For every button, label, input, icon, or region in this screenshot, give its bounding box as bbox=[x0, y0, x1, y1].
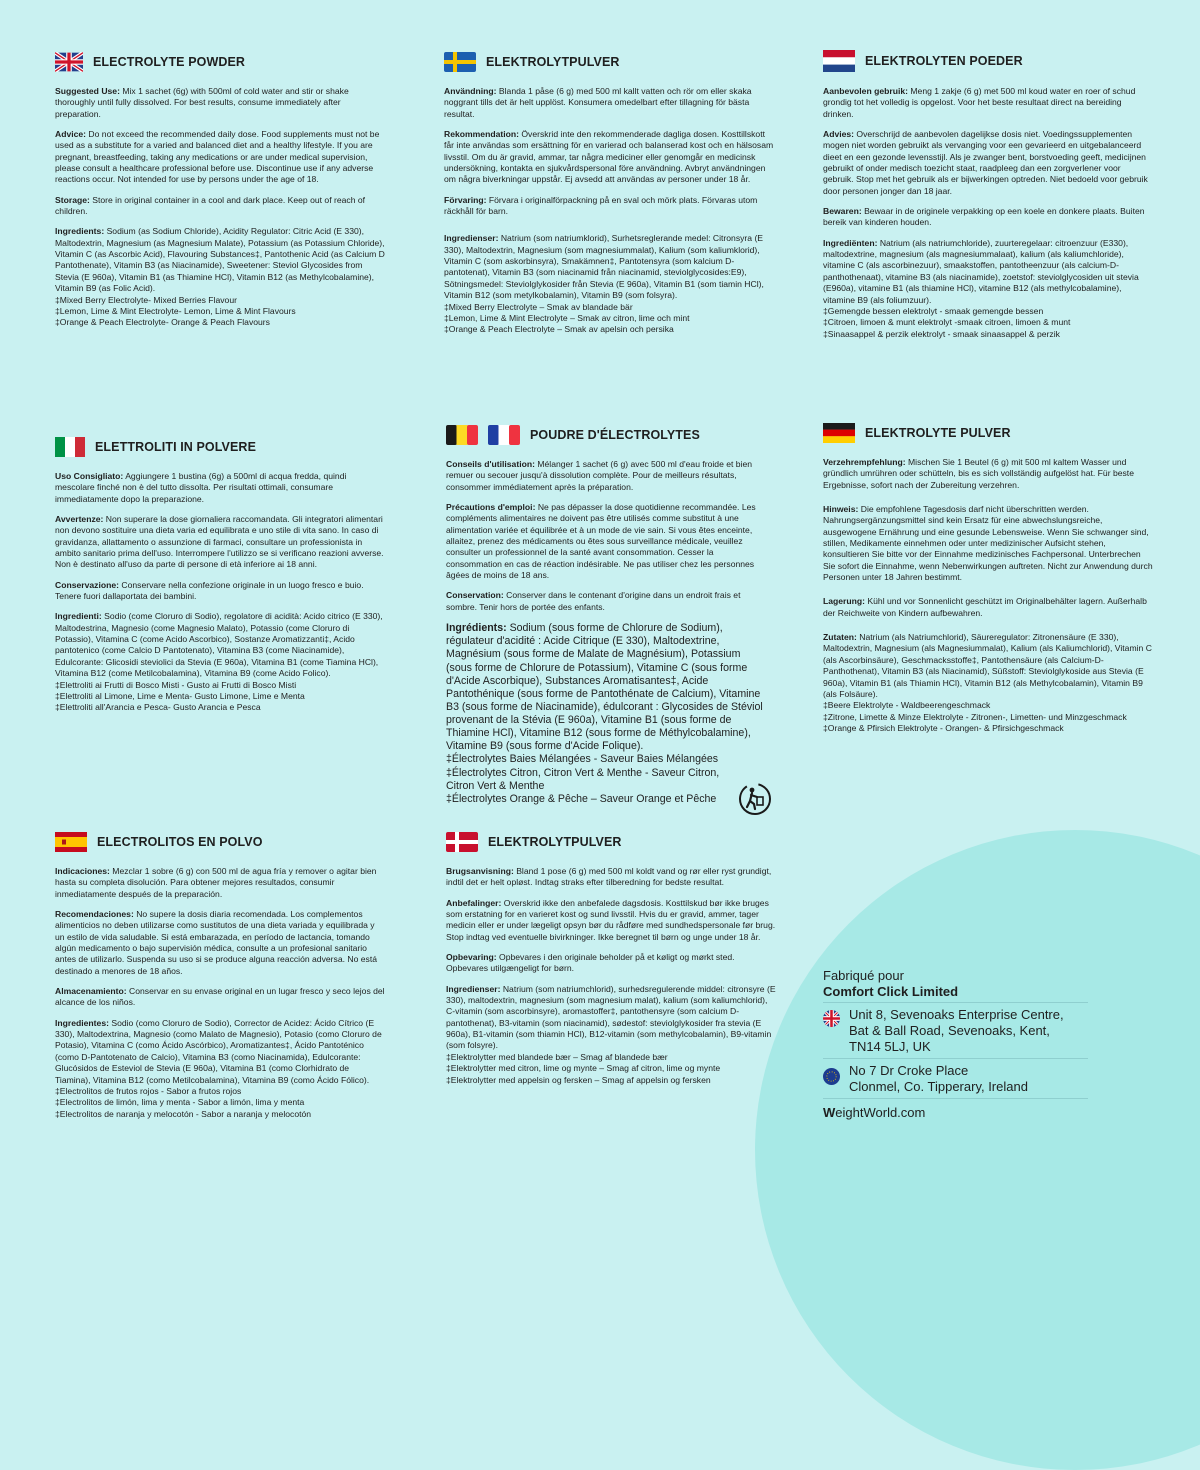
da-suggested-use: Brugsanvisning: Bland 1 pose (6 g) med 500 ml koldt vand og rør eller ryst grundigt, indtil det er helt opløst. Indtag straks efter tilberedning for bedste resultat. bbox=[446, 866, 772, 888]
section-de bbox=[823, 423, 1153, 734]
it-storage: Conservazione: Conservare nella confezione originale in un luogo fresco e buio. Tenere fuori dallaportata dei bambini. bbox=[55, 579, 364, 602]
section-da bbox=[446, 832, 776, 1086]
nl-advice: Advies: Overschrijd de aanbevolen dagelijkse dosis niet. Voedingssupplementen mogen niet worden gebruikt als vervanging voor een gevarieerd en uitgebalanceerd dieet en een gezonde levensstijl. Als je zwanger bent, borstvoeding geeft, medicijnen gebruikt of onder medisch toezicht staat, raadpleeg dan een zorgverlener voor gebruik. Stop met het gebruik als er bijwerkingen optreden. Niet bedoeld voor gebruik door personen jonger dan 18 jaar. bbox=[823, 129, 1148, 196]
section-da-header bbox=[446, 832, 776, 852]
section-en bbox=[55, 52, 385, 329]
uk-address-line: Bat & Ball Road, Sevenoaks, Kent, bbox=[849, 1022, 1050, 1038]
background-circle bbox=[755, 830, 1200, 1470]
it-ingredients: Ingredienti: Sodio (come Cloruro di Sodio), regolatore di acidità: Acido citrico (E 330), Maltodestrina, Magnesio (come Magnesio Malato), Potassio (come Cloruro di Potassio), Vitamina C (come Acido Ascorbico), Sostanze Aromatizzanti‡, Acido pantotenico (come Calcio D Pantotenato), Vitamina B3 (come Niacinamide), Edulcorante: Glicosidi steviolici da Stevia (E 960a), Vitamina B1 (come Tiamina HCl), Vitamina B12 (come Metilcobalamina), Vitamina B9 (come Acido Folico). bbox=[55, 611, 383, 679]
nl-suggested-use: Aanbevolen gebruik: Meng 1 zakje (6 g) met 500 ml koud water en roer of schud grondig tot het volledig is opgelost. Voor het beste resultaat direct na bereiding drinken. bbox=[823, 86, 1136, 119]
sv-ingredients: Ingredienser: Natrium (som natriumklorid), Surhetsreglerande medel: Citronsyra (E 330), Maltodextrin, Magnesium (som magnesiummalat), Kalium (som kaliumklorid), Vitamin C (som askorbinsyra), Smakämnen‡, Pantotensyra (som kalcium D-pantotenat), Vitamin B3 (som niacinamid från niacinamid, steviolglycosides:E9), Sötningsmedel: Steviolglykosider från Stevia (E 960a), Vitamin B1 (som tiamin HCl), Vitamin B12 (som metylkobalamin), Vitamin B9 (som folsyra). bbox=[444, 233, 764, 301]
recycle-person-icon bbox=[738, 782, 772, 816]
es-flavour-item: ‡Electrolitos de limón, lima y menta - Sabor a limón, lima y menta bbox=[55, 1097, 305, 1108]
de-flavour-item: ‡Zitrone, Limette & Minze Elektrolyte - Zitronen-, Limetten- und Minzgeschmack bbox=[823, 711, 1127, 722]
de-flavour-item: ‡Beere Elektrolyte - Waldbeerengeschmack bbox=[823, 700, 991, 711]
section-sv-title: ELEKTROLYTPULVER bbox=[486, 55, 620, 69]
fr-advice: Précautions d'emploi: Ne pas dépasser la dose quotidienne recommandée. Les compléments alimentaires ne doivent pas être utilisés comme substitut à une alimentation variée et équilibrée et à un mode de vie sain. Si vous êtes enceinte, allaitez, prenez des médicaments ou êtes sous surveillance médicale, veuillez consulter un professionnel de la santé avant consommation. Cesser la consommation en cas de réaction indésirable. Ne pas utiliser chez les personnes âgées de moins de 18 ans. bbox=[446, 502, 756, 581]
en-flavour-item: ‡Orange & Peach Electrolyte- Orange & Peach Flavours bbox=[55, 317, 270, 328]
uk-address bbox=[823, 1002, 1088, 1058]
nl-ingredients: Ingrediënten: Natrium (als natriumchloride), zuurteregelaar: citroenzuur (E330), maltodextrine, magnesium (als magnesiummalaat), kalium (als kaliumchloride), vitamine C (als ascorbinezuur), smaakstoffen, pantotheenzuur (als calcium-D-panthothenaat), vitamine B3 (als niacinamide), zoetstof: steviolglycosiden uit stevia (E960a), vitamine B1 (als thiamine HCl), vitamine B12 (als methylcobalamine), vitamine B9 (als foliumzuur). bbox=[823, 237, 1139, 305]
germany-flag-icon bbox=[823, 423, 855, 443]
spain-flag-icon bbox=[55, 832, 87, 852]
nl-storage: Bewaren: Bewaar in de originele verpakking op een koele en donkere plaats. Buiten bereik van kinderen houden. bbox=[823, 206, 1145, 228]
website-logo: WeightWorld.com bbox=[823, 1098, 1088, 1120]
da-flavour-list bbox=[446, 1052, 776, 1086]
sv-flavour-list bbox=[444, 302, 774, 336]
fr-storage: Conservation: Conserver dans le contenant d'origine dans un endroit frais et sombre. Tenir hors de portée des enfants. bbox=[446, 590, 741, 612]
belgium-flag-icon bbox=[446, 425, 478, 445]
section-sv-header bbox=[444, 52, 774, 72]
ie-address bbox=[823, 1058, 1088, 1098]
es-storage: Almacenamiento: Conservar en su envase original en un lugar fresco y seco lejos del alcance de los niños. bbox=[55, 986, 385, 1008]
section-es-title: ELECTROLITOS EN POLVO bbox=[97, 835, 263, 849]
section-fr-header bbox=[446, 425, 766, 445]
da-flavour-item: ‡Elektrolytter med appelsin og fersken – Smag af appelsin og fersken bbox=[446, 1074, 711, 1085]
fr-flavour-item: ‡Électrolytes Citron, Citron Vert & Menthe - Saveur Citron, Citron Vert & Menthe bbox=[446, 766, 720, 792]
de-flavour-item: ‡Orange & Pfirsich Elektrolyte - Orangen- & Pfirsichgeschmack bbox=[823, 722, 1064, 733]
section-it bbox=[55, 437, 385, 714]
denmark-flag-icon bbox=[446, 832, 478, 852]
fr-ingredients: Ingrédients: Sodium (sous forme de Chlorure de Sodium), régulateur d'acidité : Acide Citrique (E 330), Maltodextrine, Magnésium (sous forme de Malate de Magnésium), Potassium (sous forme de Chlorure de Potassium), Vitamine C (sous forme d'Acide Ascorbique), Substances Aromatisantes‡, Acide Pantothénique (sous forme de Pantothénate de Calcium), Vitamine B3 (sous forme de Niacinamide), édulcorant : Glycosides de Stéviol provenant de la Stévia (E 960a), Vitamine B1 (sous forme de Thiamine HCl), Vitamine B12 (sous forme de Méthylcobalamine), Vitamine B9 (sous forme d'Acide Folique). bbox=[446, 622, 763, 753]
sv-flavour-item: ‡Mixed Berry Electrolyte – Smak av blandade bär bbox=[444, 301, 633, 312]
section-da-title: ELEKTROLYTPULVER bbox=[488, 835, 622, 849]
uk-address-line: Unit 8, Sevenoaks Enterprise Centre, bbox=[849, 1006, 1064, 1022]
uk-flag-icon bbox=[55, 52, 83, 72]
en-storage: Storage: Store in original container in a cool and dark place. Keep out of reach of children. bbox=[55, 194, 366, 217]
nl-flavour-list bbox=[823, 306, 1153, 340]
made-for-label: Fabriqué pour bbox=[823, 968, 904, 983]
section-es-header bbox=[55, 832, 385, 852]
section-nl bbox=[823, 50, 1153, 340]
en-ingredients: Ingredients: Sodium (as Sodium Chloride), Acidity Regulator: Citric Acid (E 330), Maltodextrin, Magnesium (as Magnesium Malate), Potassium (as Potassium Chloride), Vitamin C (as Ascorbic Acid), Flavouring Substances‡, Pantothenic Acid (as Calcium D Pantothenate), Vitamin B3 (as Niacinamide), Sweetener: Steviol Glycosides from Stevia (E 960a), Vitamin B1 (as Thiamine HCl), Vitamin B12 (as Methylcobalamine), Vitamin B9 (as Folic Acid). bbox=[55, 226, 385, 294]
section-en-title: ELECTROLYTE POWDER bbox=[93, 55, 246, 69]
it-suggested-use: Uso Consigliato: Aggiungere 1 bustina (6g) a 500ml di acqua fredda, quindi mescolare finché non è del tutto dissolta. Per risultati ottimali, consumare immediatamente dopo la preparazione. bbox=[55, 471, 347, 504]
section-de-header bbox=[823, 423, 1153, 443]
en-flavour-list bbox=[55, 295, 385, 329]
section-nl-title: ELEKTROLYTEN POEDER bbox=[865, 54, 1023, 68]
france-flag-icon bbox=[488, 425, 520, 445]
netherlands-flag-icon bbox=[823, 50, 855, 72]
de-ingredients: Zutaten: Natrium (als Natriumchlorid), Säureregulator: Zitronensäure (E 330), Maltodextrin, Magnesium (als Magnesiummalat), Kalium (als Kaliumchlorid), Vitamin C (als Ascorbinsäure), Geschmacksstoffe‡, Pantothensäure (als Calcium-D-Panthothenat), Vitamin B3 (als Niacinamid), Süßstoff: Steviolglykoside aus Stevia (E 960a), Vitamin B1 (als Thiamin HCl), Vitamin B12 (als Methylcobalamin), Vitamin B9 (als Folsäure). bbox=[823, 632, 1152, 699]
en-advice: Advice: Do not exceed the recommended daily dose. Food supplements must not be used as a substitute for a varied and balanced diet and a healthy lifestyle. If you are pregnant, breastfeeding, taking any medications or are under medical supervision, please consult a healthcare professional before use. Discontinue use if any adverse reactions occur. Not intended for use by persons under the age of 18. bbox=[55, 129, 380, 185]
uk-address-line: TN14 5LJ, UK bbox=[849, 1038, 931, 1054]
ie-address-line: No 7 Dr Croke Place bbox=[849, 1062, 969, 1078]
es-flavour-item: ‡Electrolitos de frutos rojos - Sabor a frutos rojos bbox=[55, 1085, 242, 1096]
sv-suggested-use: Användning: Blanda 1 påse (6 g) med 500 ml kallt vatten och rör om eller skaka noggrant tills det är helt upplöst. Konsumera omedelbart efter tillagning för bästa resultat. bbox=[444, 86, 752, 119]
da-ingredients: Ingredienser: Natrium (som natriumchlorid), surhedsregulerende middel: citronsyre (E 330), maltodextrin, magnesium (som magnesium malat), kalium (som kaliumchlorid), C-vitamin (som ascorbinsyre), aromastoffer‡, pantothensyre (som calcium D-pantothenat), B3-vitamin (som niacinamid), sødestof: steviolglykosider fra stevia (E 960a), B1-vitamin (som thiamin HCl), B12-vitamin (som methylcobalamin), B9-vitamin (som folsyre). bbox=[446, 983, 776, 1051]
italy-flag-icon bbox=[55, 437, 85, 457]
section-de-title: ELEKTROLYTE PULVER bbox=[865, 426, 1011, 440]
sv-flavour-item: ‡Lemon, Lime & Mint Electrolyte – Smak av citron, lime och mint bbox=[444, 312, 690, 323]
section-nl-header bbox=[823, 50, 1153, 72]
manufacturer-block bbox=[823, 968, 1088, 1120]
nl-flavour-item: ‡Citroen, limoen & munt elektrolyt -smaak citroen, limoen & munt bbox=[823, 317, 1071, 328]
sweden-flag-icon bbox=[444, 52, 476, 72]
fr-flavour-item: ‡Électrolytes Orange & Pêche – Saveur Orange et Pêche bbox=[446, 792, 717, 805]
da-flavour-item: ‡Elektrolytter med citron, lime og mynte – Smag af citron, lime og mynte bbox=[446, 1063, 721, 1074]
sv-advice: Rekommendation: Överskrid inte den rekommenderade dagliga dosen. Kosttillskott får inte användas som ersättning för en varierad och balanserad kost och en hälsosam livsstil. Om du är gravid, ammar, tar några mediciner eller genomgår en medicinsk undersökning, kontakta en sjukvårdspersonal före användning. Avbryt användningen om några biverkningar uppstår. Ej avsedd att användas av personer under 18 år. bbox=[444, 129, 774, 185]
company-name: Comfort Click Limited bbox=[823, 983, 959, 999]
ie-address-line: Clonmel, Co. Tipperary, Ireland bbox=[849, 1079, 1028, 1095]
it-advice: Avvertenze: Non superare la dose giornaliera raccomandata. Gli integratori alimentari non devono sostituire una dieta varia ed equilibrata e uno stile di vita sano. In caso di gravidanza, allattamento o assunzione di farmaci, consultare un professionista in ambito sanitario prima dell'uso. Interrompere l'utilizzo se si verificano reazioni avverse. Non è destinato all'uso da parte di persone di età inferiore ai 18 anni. bbox=[55, 514, 384, 570]
de-storage: Lagerung: Kühl und vor Sonnenlicht geschützt im Originalbehälter lagern. Außerhalb der Reichweite von Kindern aufbewahren. bbox=[823, 596, 1147, 618]
it-flavour-item: ‡Elettroliti al Limone, Lime e Menta- Gusto Limone, Lime e Menta bbox=[55, 690, 305, 701]
es-suggested-use: Indicaciones: Mezclar 1 sobre (6 g) con 500 ml de agua fría y remover o agitar bien hasta su completa disolución. Para obtener mejores resultados, consumir inmediatamente después de la preparación. bbox=[55, 866, 377, 899]
de-suggested-use: Verzehrempfehlung: Mischen Sie 1 Beutel (6 g) mit 500 ml kaltem Wasser und gründlich umrühren oder schütteln, bis es sich vollständig aufgelöst hat. Für beste Ergebnisse, sofort nach der Zubereitung verzehren. bbox=[823, 457, 1134, 490]
section-it-title: ELETTROLITI IN POLVERE bbox=[95, 440, 257, 454]
en-suggested-use: Suggested Use: Mix 1 sachet (6g) with 500ml of cold water and stir or shake thoroughly until fully dissolved. For best results, consume immediately after preparation. bbox=[55, 86, 349, 119]
section-es bbox=[55, 832, 385, 1120]
fr-flavour-list bbox=[446, 753, 741, 806]
section-fr bbox=[446, 425, 766, 806]
es-ingredients: Ingredientes: Sodio (como Cloruro de Sodio), Corrector de Acidez: Ácido Cítrico (E 330), Maltodextrina, Magnesio (como Malato de Magnesio), Potasio (como Cloruro de Potasio), Vitamina C (como Ácido Ascórbico), Aromatizantes‡, Ácido Pantoténico (como D-Pantotenato de Calcio), Vitamina B3 (como Niacinamida), Edulcorante: Glucósidos de Esteviol de Stevia (E 960a), Vitamina B1 (como Clorhidrato de Tiamina), Vitamina B12 (como Metilcobalamina), Vitamina B9 (como Ácido Fólico). bbox=[55, 1017, 382, 1085]
section-fr-title: POUDRE D'ÉLECTROLYTES bbox=[530, 428, 700, 442]
fr-flavour-item: ‡Électrolytes Baies Mélangées - Saveur Baies Mélangées bbox=[446, 753, 719, 766]
it-flavour-item: ‡Elettroliti ai Frutti di Bosco Misti - Gusto ai Frutti di Bosco Misti bbox=[55, 679, 297, 690]
nl-flavour-item: ‡Sinaasappel & perzik elektrolyt - smaak sinaasappel & perzik bbox=[823, 328, 1060, 339]
uk-flag-round-icon bbox=[823, 1010, 840, 1027]
nl-flavour-item: ‡Gemengde bessen elektrolyt - smaak gemengde bessen bbox=[823, 305, 1044, 316]
section-sv bbox=[444, 52, 774, 336]
eu-flag-round-icon bbox=[823, 1068, 840, 1085]
es-advice: Recomendaciones: No supere la dosis diaria recomendada. Los complementos alimenticios no deben utilizarse como sustitutos de una dieta variada y equilibrada y un estilo de vida saludable. Si está embarazada, en período de lactancia, tomando algún medicamento o bajo supervisión médica, consulte a un profesional sanitario antes de utilizarlo. Suspenda su uso si se produce alguna reacción adversa. No está destinado a menores de 18 años. bbox=[55, 909, 377, 976]
sv-flavour-item: ‡Orange & Peach Electrolyte – Smak av apelsin och persika bbox=[444, 324, 674, 335]
it-flavour-item: ‡Elettroliti all'Arancia e Pesca- Gusto Arancia e Pesca bbox=[55, 702, 261, 713]
es-flavour-list bbox=[55, 1086, 385, 1120]
de-advice: Hinweis: Die empfohlene Tagesdosis darf nicht überschritten werden. Nahrungsergänzungsmittel sind kein Ersatz für eine abwechslungsreiche, ausgewogene Ernährung und eine gesunde Lebensweise. Wenn Sie schwanger sind, stillen, Medikamente einnehmen oder unter medizinischer Aufsicht stehen, konsultieren Sie bitte vor der Einnahme medizinisches Fachpersonal. Unterbrechen Sie sofort die Einnahme, wenn Nebenwirkungen auftreten. Nicht zur Anwendung durch Personen unter 18 Jahren bestimmt. bbox=[823, 504, 1153, 583]
section-en-header bbox=[55, 52, 385, 72]
en-flavour-item: ‡Mixed Berry Electrolyte- Mixed Berries Flavour bbox=[55, 294, 237, 305]
en-flavour-item: ‡Lemon, Lime & Mint Electrolyte- Lemon, Lime & Mint Flavours bbox=[55, 305, 296, 316]
da-flavour-item: ‡Elektrolytter med blandede bær – Smag af blandede bær bbox=[446, 1051, 668, 1062]
it-flavour-list bbox=[55, 680, 385, 714]
sv-storage: Förvaring: Förvara i originalförpackning på en sval och mörk plats. Förvaras utom räckhåll för barn. bbox=[444, 194, 758, 217]
section-it-header bbox=[55, 437, 385, 457]
de-flavour-list bbox=[823, 700, 1153, 734]
es-flavour-item: ‡Electrolitos de naranja y melocotón - Sabor a naranja y melocotón bbox=[55, 1108, 312, 1119]
fr-suggested-use: Conseils d'utilisation: Mélanger 1 sachet (6 g) avec 500 ml d'eau froide et bien remuer ou secouer jusqu'à dissolution complète. Pour de meilleurs résultats, consommer immédiatement après la préparation. bbox=[446, 459, 753, 492]
da-advice: Anbefalinger: Overskrid ikke den anbefalede dagsdosis. Kosttilskud bør ikke bruges som erstatning for en varieret kost og sund livsstil. Hvis du er gravid, ammer, tager medicin eller er under lægeligt opsyn bør du rådføre med sundhedspersonale før brug. Stop indtag ved eventuelle bivirkninger. Ikke beregnet til børn og unge under 18 år. bbox=[446, 897, 776, 942]
da-storage: Opbevaring: Opbevares i den originale beholder på et køligt og mørkt sted. Opbevares utilgængeligt for børn. bbox=[446, 952, 735, 974]
